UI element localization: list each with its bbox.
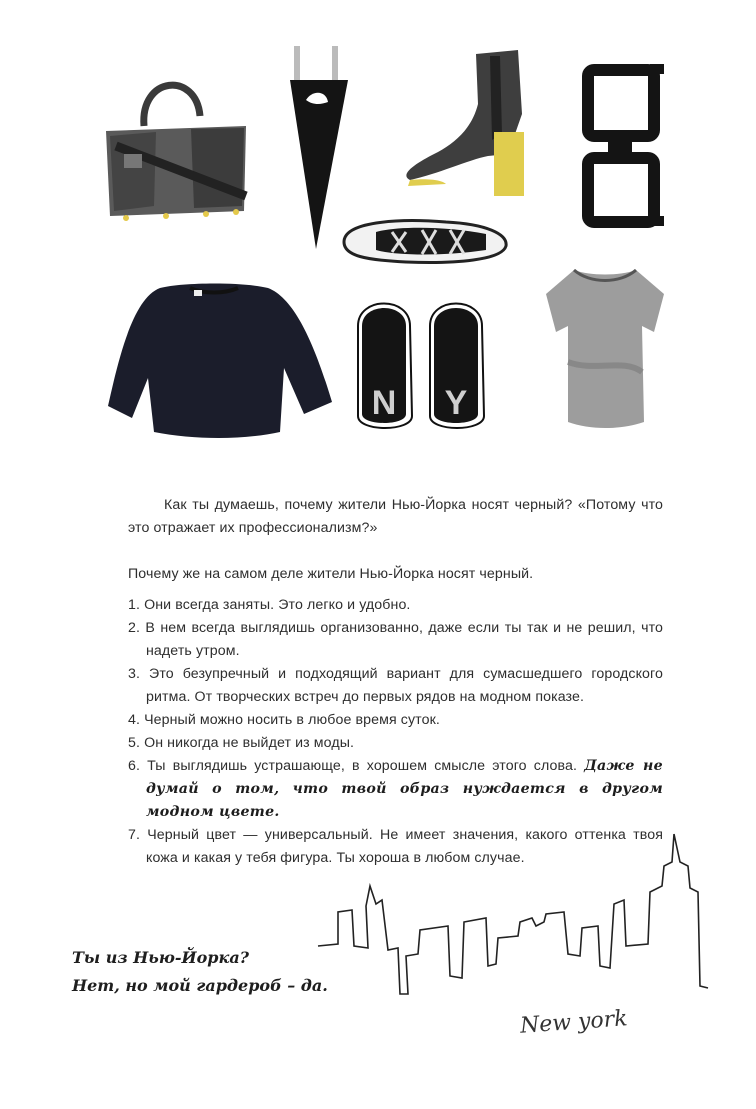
intro-paragraph: Как ты думаешь, почему жители Нью-Йорка носят черный? «Потому что это отражает их профессионализм?» xyxy=(128,497,663,537)
sneaker-illustration xyxy=(336,212,514,272)
ankle-boot-illustration xyxy=(398,44,538,194)
list-item: 5. Он никогда не выйдет из моды. xyxy=(128,735,355,751)
shoe-letter-y: Y xyxy=(444,384,468,422)
handwritten-remark: Даже не думай о том, что твой образ нуждается в другом модном цвете. xyxy=(146,758,663,820)
slip-on-shoes-illustration xyxy=(354,296,490,436)
new-york-signature: New york xyxy=(519,1006,629,1039)
handnote-answer: Нет, но мой гардероб – да. xyxy=(72,976,328,995)
list-item: 6. Ты выглядишь устрашающе, в хорошем смысле этого слова. Даже не думай о том, что твой образ нуждается в другом модном цвете. xyxy=(128,758,663,820)
skyline-sketch xyxy=(318,826,718,1006)
list-item: 2. В нем всегда выглядишь организованно, даже если ты так и не решил, что надеть утром. xyxy=(128,620,663,659)
why-paragraph: Почему же на самом деле жители Нью-Йорка носят черный. xyxy=(128,566,534,583)
handnote-question: Ты из Нью-Йорка? xyxy=(72,948,250,967)
sweater-illustration xyxy=(104,282,336,442)
shoe-letter-n: N xyxy=(371,384,397,422)
eyeglasses-illustration xyxy=(578,62,668,230)
tshirt-illustration xyxy=(544,262,668,432)
list-item: 1. Они всегда заняты. Это легко и удобно. xyxy=(128,597,411,613)
pennant-label: NYC xyxy=(335,137,352,171)
handbag-illustration xyxy=(96,66,256,226)
list-item: 4. Черный можно носить в любое время суток. xyxy=(128,712,440,728)
handwritten-note xyxy=(72,944,328,1000)
list-item: 3. Это безупречный и подходящий вариант для сумасшедшего городского ритма. От творческих встреч до первых рядов на модном показе. xyxy=(128,666,663,705)
list-item: 7. Черный цвет — универсальный. Не имеет значения, какого оттенка твоя кожа и какая у тебя фигура. Ты хороша в любом случае. xyxy=(128,827,663,866)
